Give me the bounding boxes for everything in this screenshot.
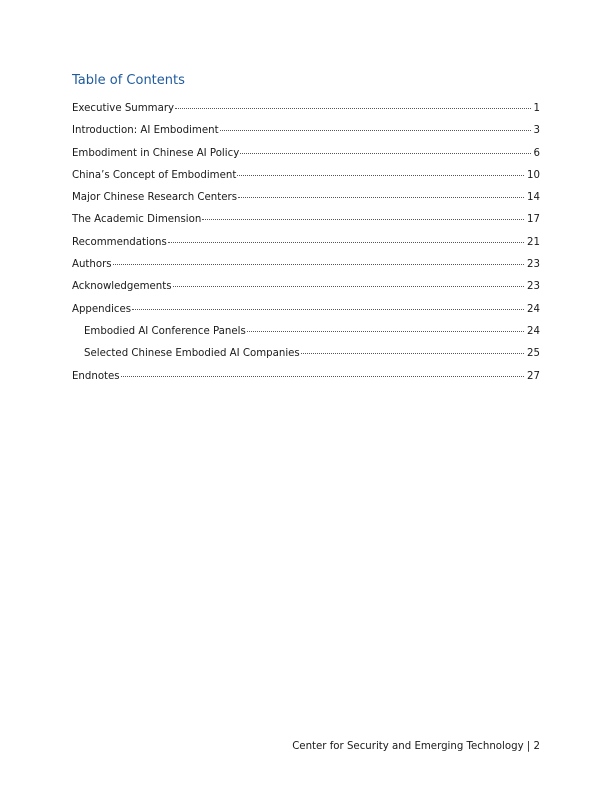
toc-leader-dots (237, 175, 524, 176)
toc-entry-label[interactable]: Appendices (72, 303, 132, 315)
toc-entry-label[interactable]: Acknowledgements (72, 281, 172, 293)
toc-entry-label[interactable]: Recommendations (72, 236, 167, 248)
toc-leader-dots (202, 219, 524, 220)
toc-entry-concept-of-embodiment[interactable] (72, 169, 540, 191)
toc-leader-dots (240, 153, 530, 154)
toc-entry-label[interactable]: The Academic Dimension (72, 214, 202, 226)
page-footer: Center for Security and Emerging Technology | 2 (292, 741, 540, 752)
toc-entry-page[interactable]: 23 (527, 281, 540, 293)
toc-entry-acknowledgements[interactable] (72, 280, 540, 302)
toc-entry-research-centers[interactable] (72, 191, 540, 213)
toc-entry-page[interactable]: 1 (533, 103, 540, 114)
toc-entry-conference-panels[interactable] (72, 325, 540, 347)
toc-entry-page[interactable]: 24 (527, 325, 540, 337)
toc-entry-embodied-ai-companies[interactable] (72, 347, 540, 369)
toc-entry-label[interactable]: Major Chinese Research Centers (72, 192, 238, 204)
toc-leader-dots (121, 376, 524, 377)
toc-leader-dots (247, 331, 524, 332)
toc-entry-label[interactable]: China’s Concept of Embodiment (72, 169, 237, 181)
toc-entry-introduction[interactable] (72, 124, 540, 146)
toc-entry-page[interactable]: 14 (527, 192, 540, 204)
toc-leader-dots (220, 130, 531, 131)
toc-entry-label[interactable]: Authors (72, 259, 112, 271)
toc-entry-page[interactable]: 24 (527, 303, 540, 315)
toc-leader-dots (113, 264, 524, 265)
toc-entry-page[interactable]: 21 (527, 236, 540, 248)
toc-leader-dots (175, 108, 530, 109)
toc-entry-endnotes[interactable] (72, 370, 540, 392)
toc-entry-page[interactable]: 23 (527, 259, 540, 271)
toc-entry-academic-dimension[interactable] (72, 213, 540, 235)
toc-entry-embodiment-policy[interactable] (72, 147, 540, 169)
toc-entry-page[interactable]: 27 (527, 370, 540, 382)
toc-list (72, 102, 540, 392)
toc-entry-authors[interactable] (72, 258, 540, 280)
toc-entry-label[interactable]: Selected Chinese Embodied AI Companies (84, 348, 300, 360)
toc-entry-page[interactable]: 10 (527, 169, 540, 181)
toc-entry-label[interactable]: Embodiment in Chinese AI Policy (72, 147, 240, 159)
toc-entry-recommendations[interactable] (72, 236, 540, 258)
toc-entry-page[interactable]: 3 (533, 125, 540, 137)
toc-leader-dots (168, 242, 524, 243)
toc-leader-dots (238, 197, 524, 198)
toc-entry-page[interactable]: 6 (533, 147, 540, 159)
toc-entry-page[interactable]: 17 (527, 214, 540, 226)
toc-title: Table of Contents (72, 73, 185, 88)
toc-leader-dots (132, 309, 524, 310)
toc-entry-label[interactable]: Introduction: AI Embodiment (72, 125, 219, 137)
toc-entry-page[interactable]: 25 (527, 348, 540, 360)
toc-entry-label[interactable]: Executive Summary (72, 103, 175, 114)
toc-entry-executive-summary[interactable] (72, 102, 540, 124)
toc-entry-label[interactable]: Endnotes (72, 370, 120, 382)
toc-entry-appendices[interactable] (72, 303, 540, 325)
toc-entry-label[interactable]: Embodied AI Conference Panels (84, 325, 246, 337)
toc-leader-dots (173, 286, 524, 287)
toc-leader-dots (301, 353, 524, 354)
